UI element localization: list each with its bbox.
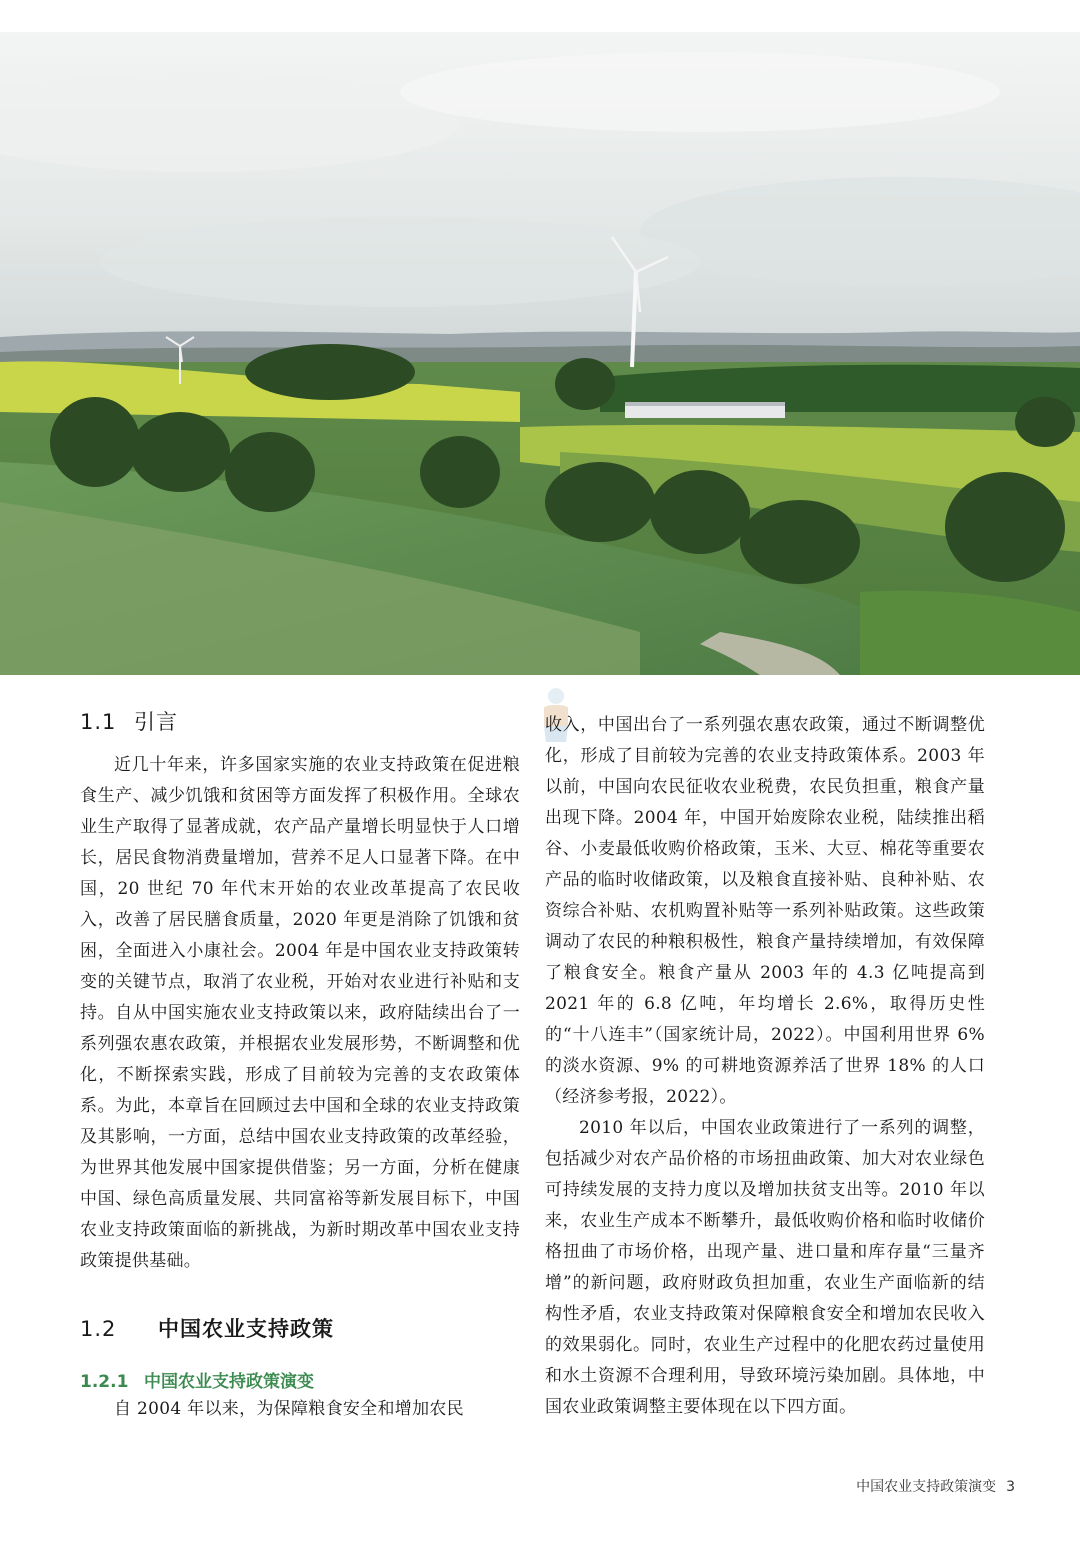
section-1-2-1-heading [80, 1367, 520, 1392]
subsection-title: 中国农业支持政策演变 [144, 1372, 314, 1392]
running-title: 中国农业支持政策演变 [856, 1479, 997, 1495]
page-number: 3 [1006, 1479, 1015, 1495]
page-footer [770, 1476, 1015, 1496]
evolution-paragraph-start: 自 2004 年以来，为保障粮食安全和增加农民 [114, 1399, 464, 1419]
section-1-2-heading [80, 1313, 520, 1343]
subsection-number: 1.2.1 [80, 1372, 129, 1392]
right-column [545, 710, 985, 1423]
left-column [80, 706, 520, 1425]
evolution-paragraph-continued: 收入，中国出台了一系列强农惠农政策，通过不断调整优化，形成了目前较为完善的农业支持政策体系。2003 年以前，中国向农民征收农业税费，农民负担重，粮食产量出现下降。2004 年，中国开始废除农业税，陆续推出稻谷、小麦最低收购价格政策，玉米、大豆、棉花等重要农产品的临时收储政策，以及粮食直接补贴、良种补贴、农资综合补贴、农机购置补贴等一系列补贴政策。这些政策调动了农民的种粮积极性，粮食产量持续增加，有效保障了粮食安全。粮食产量从 2003 年的 4.3 亿吨提高到 2021 年的 6.8 亿吨，年均增长 2.6%，取得历史性的“十八连丰”（国家统计局，2022）。中国利用世界 6% 的淡水资源、9% 的可耕地资源养活了世界 18% 的人口（经济参考报，2022）。 [545, 715, 985, 1107]
section-number: 1.2 [80, 1317, 117, 1341]
landscape-photo [0, 32, 1080, 675]
section-1-1-heading [80, 706, 520, 736]
adjustment-paragraph: 2010 年以后，中国农业政策进行了一系列的调整，包括减少对农产品价格的市场扭曲政策、加大对农业绿色可持续发展的支持力度以及增加扶贫支出等。2010 年以来，农业生产成本不断攀升，最低收购价格和临时收储价格扭曲了市场价格，出现产量、进口量和库存量“三量齐增”的新问题，政府财政负担加重，农业生产面临新的结构性矛盾，农业支持政策对保障粮食安全和增加农民收入的效果弱化。同时，农业生产过程中的化肥农药过量使用和水土资源不合理利用，导致环境污染加剧。具体地，中国农业政策调整主要体现在以下四方面。 [545, 1118, 985, 1417]
section-number: 1.1 [80, 710, 117, 734]
intro-paragraph: 近几十年来，许多国家实施的农业支持政策在促进粮食生产、减少饥饿和贫困等方面发挥了积极作用。全球农业生产取得了显著成就，农产品产量增长明显快于人口增长，居民食物消费量增加，营养不足人口显著下降。在中国，20 世纪 70 年代末开始的农业改革提高了农民收入，改善了居民膳食质量，2020 年更是消除了饥饿和贫困，全面进入小康社会。2004 年是中国农业支持政策转变的关键节点，取消了农业税，开始对农业进行补贴和支持。自从中国实施农业支持政策以来，政府陆续出台了一系列强农惠农政策，并根据农业发展形势，不断调整和优化，不断探索实践，形成了目前较为完善的支农政策体系。为此，本章旨在回顾过去中国和全球的农业支持政策及其影响，一方面，总结中国农业支持政策的改革经验，为世界其他发展中国家提供借鉴；另一方面，分析在健康中国、绿色高质量发展、共同富裕等新发展目标下，中国农业支持政策面临的新挑战，为新时期改革中国农业支持政策提供基础。 [80, 755, 520, 1271]
section-title: 引言 [134, 710, 178, 734]
section-title: 中国农业支持政策 [158, 1317, 334, 1341]
